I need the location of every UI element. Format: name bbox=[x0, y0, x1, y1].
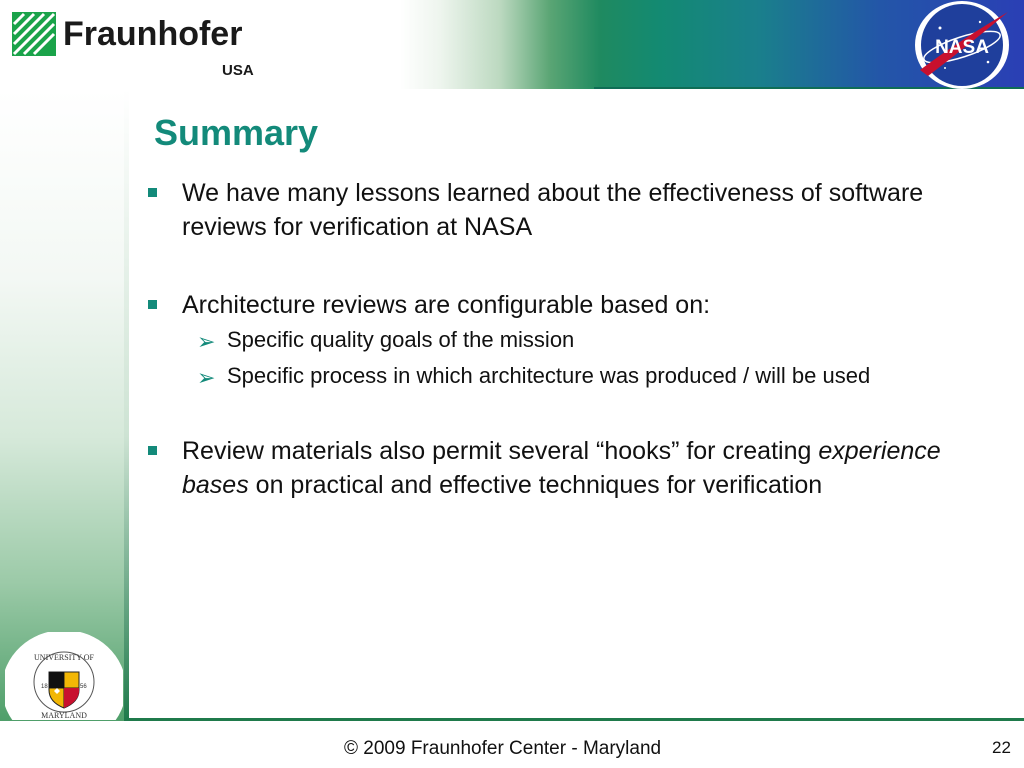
slide-title: Summary bbox=[154, 112, 319, 153]
nasa-logo-text: NASA bbox=[935, 37, 989, 58]
bottom-divider bbox=[124, 718, 1024, 721]
arrow-bullet-icon: ➢ bbox=[197, 329, 216, 354]
left-gradient-panel bbox=[0, 89, 129, 721]
bullet-text: We have many lessons learned about the effectiveness of software reviews for verification at NASA bbox=[182, 179, 924, 241]
slide-body bbox=[140, 176, 1010, 502]
nasa-logo-icon bbox=[910, 0, 1014, 90]
bullet-text: Architecture reviews are configurable based on: bbox=[182, 291, 711, 319]
sub-bullet-item bbox=[140, 322, 1010, 358]
seal-year-right: 56 bbox=[80, 684, 87, 690]
left-divider bbox=[124, 89, 129, 721]
sub-bullet-text: Specific process in which architecture was produced / will be used bbox=[227, 363, 871, 388]
square-bullet-icon bbox=[148, 188, 157, 197]
brand-sub: USA bbox=[222, 62, 254, 79]
bullet-text-part: on practical and effective techniques for verification bbox=[255, 471, 823, 499]
bullet-item bbox=[140, 434, 1010, 502]
seal-year-left: 18 bbox=[41, 684, 48, 690]
arrow-bullet-icon: ➢ bbox=[197, 365, 216, 390]
footer-copyright: © 2009 Fraunhofer Center - Maryland bbox=[344, 738, 662, 759]
sub-bullet-item bbox=[140, 358, 1010, 394]
square-bullet-icon bbox=[148, 446, 157, 455]
seal-top-text: UNIVERSITY OF bbox=[34, 653, 94, 662]
brand-name: Fraunhofer bbox=[63, 15, 243, 53]
square-bullet-icon bbox=[148, 300, 157, 309]
bullet-item bbox=[140, 288, 1010, 322]
bullet-item bbox=[140, 176, 1010, 244]
sub-bullet-text: Specific quality goals of the mission bbox=[227, 327, 575, 352]
fraunhofer-logo-icon bbox=[12, 12, 56, 56]
page-number: 22 bbox=[992, 738, 1011, 757]
bullet-text-emphasis: experience bases bbox=[182, 437, 941, 499]
bullet-text-part: Review materials also permit several “hooks” for creating bbox=[182, 437, 812, 465]
seal-bottom-text: MARYLAND bbox=[41, 711, 87, 720]
university-seal-icon bbox=[5, 632, 123, 720]
